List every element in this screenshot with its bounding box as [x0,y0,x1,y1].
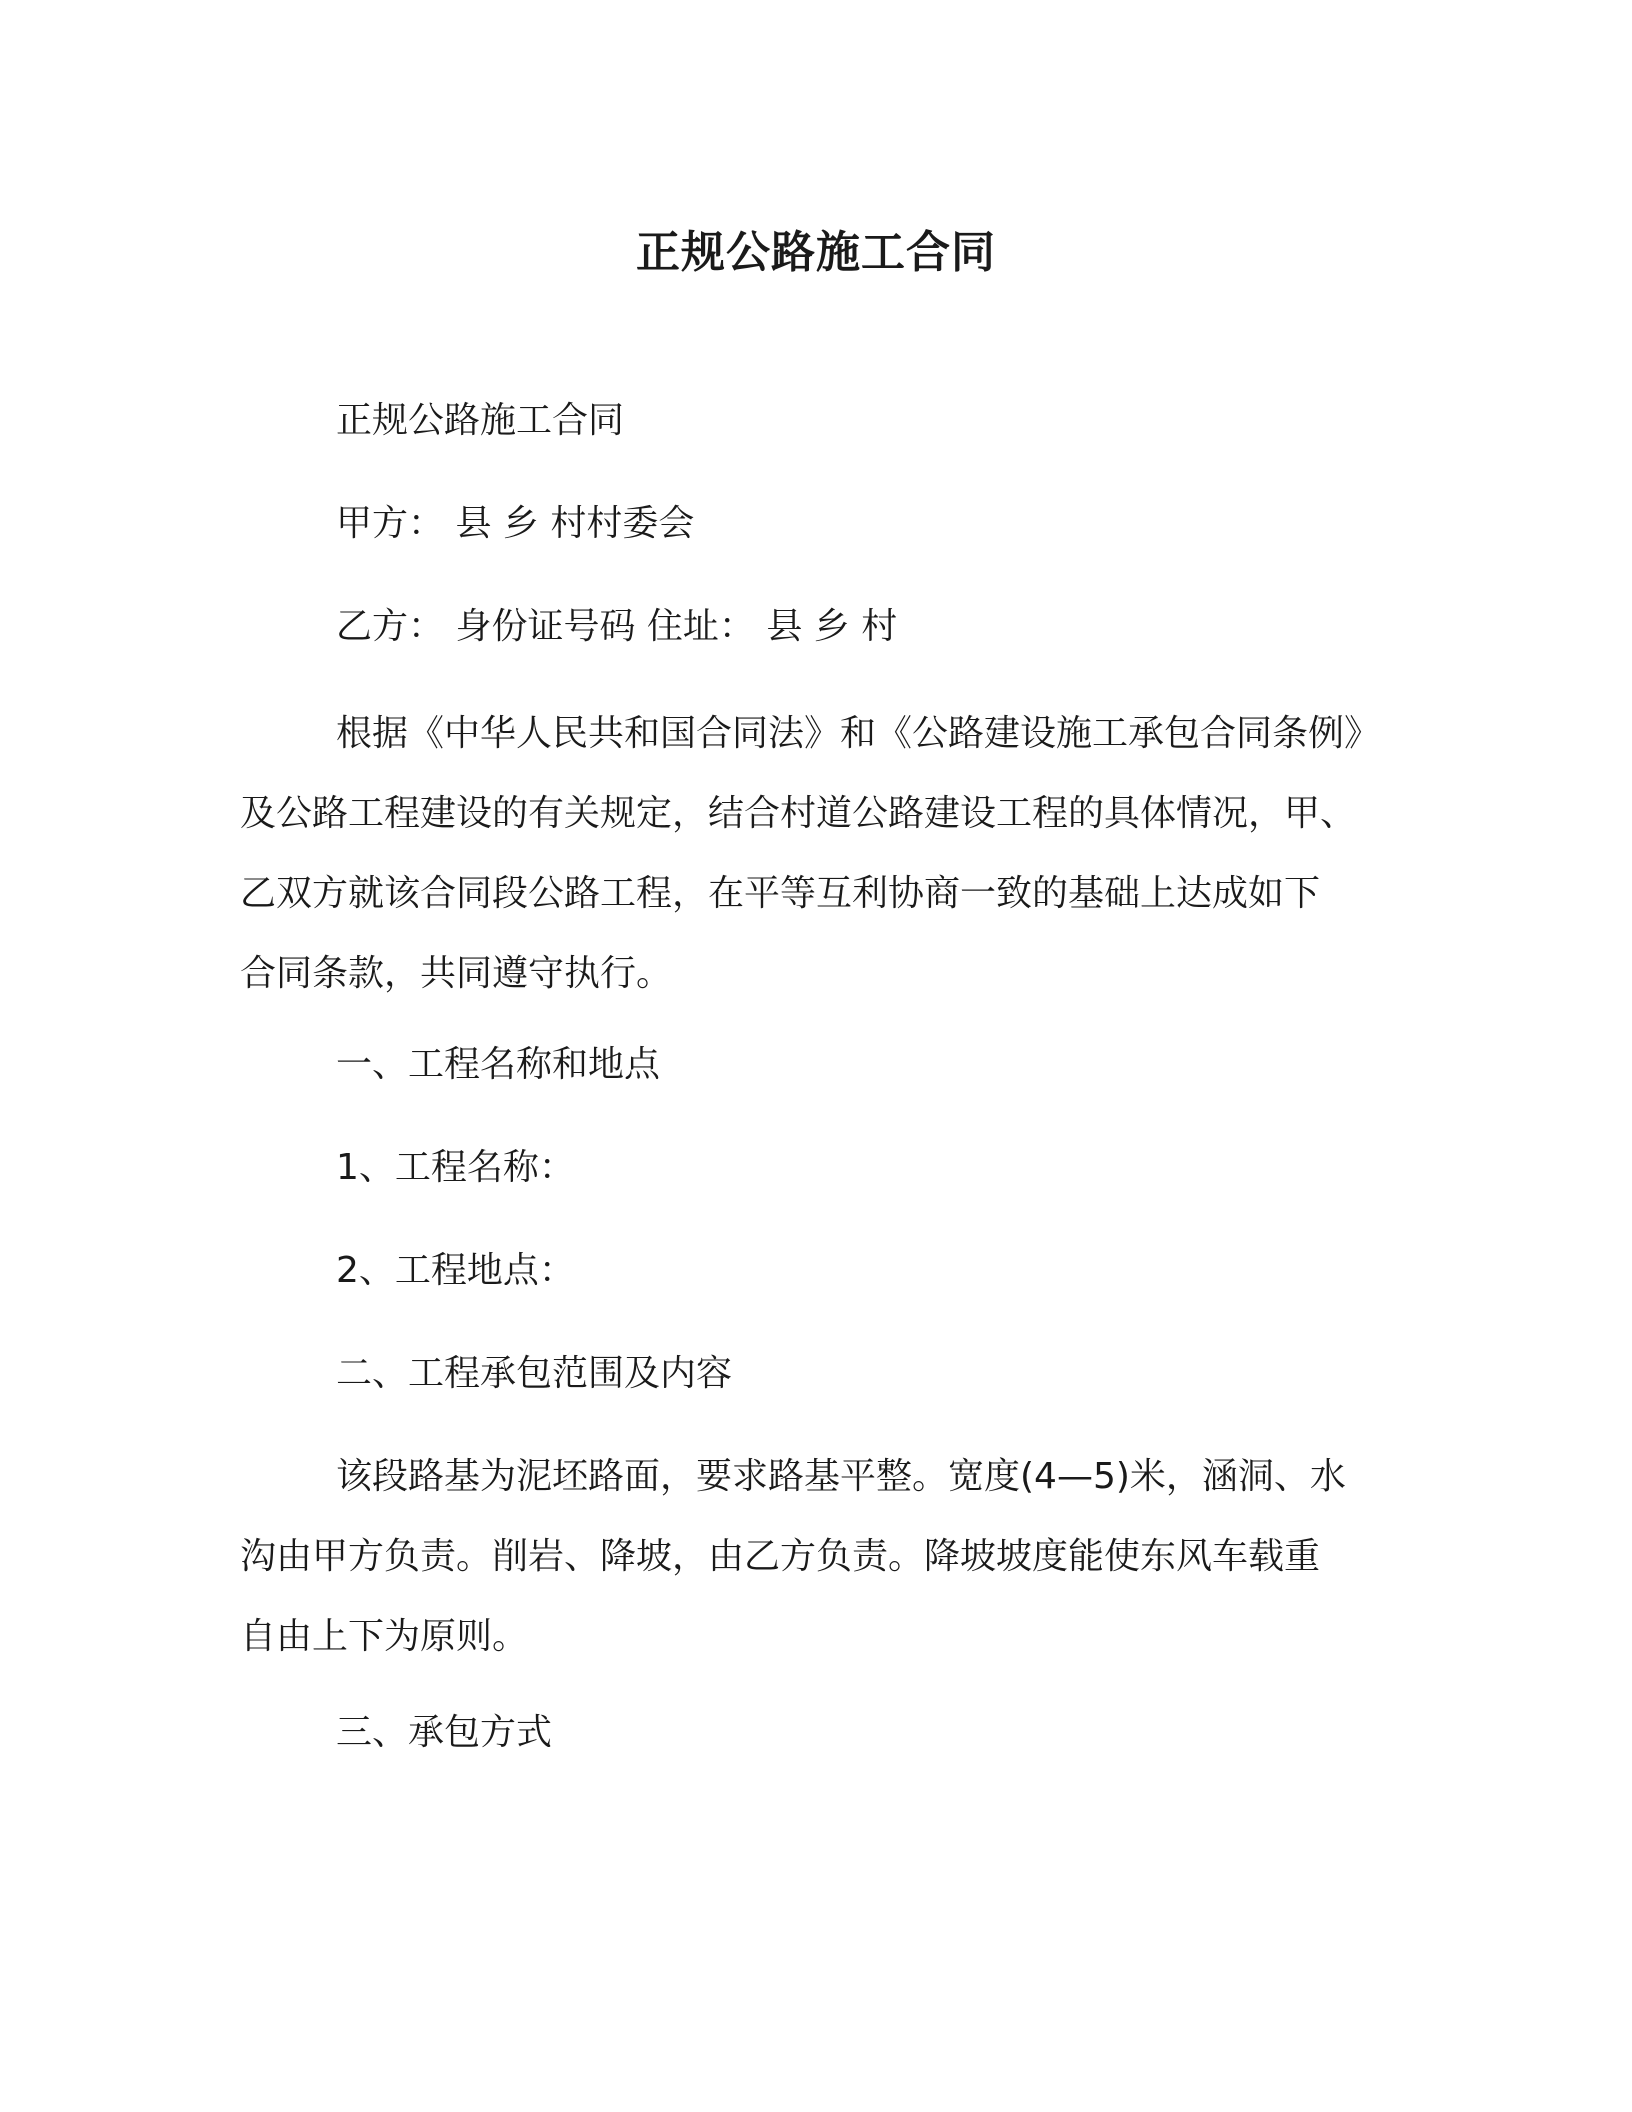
section-2-line: 自由上下为原则。 [240,1616,529,1657]
section-3-heading: 三、承包方式 [336,1712,553,1753]
section-1-heading: 一、工程名称和地点 [336,1044,661,1085]
document-subtitle: 正规公路施工合同 [336,400,625,441]
preamble-line: 及公路工程建设的有关规定，结合村道公路建设工程的具体情况，甲、 [240,793,1357,834]
document-title: 正规公路施工合同 [636,227,996,278]
project-location-item: 2、工程地点： [336,1250,575,1291]
project-name-item: 1、工程名称： [336,1147,575,1188]
party-b-line: 乙方： 身份证号码 住址： 县 乡 村 [336,606,898,647]
section-2-line: 该段路基为泥坯路面，要求路基平整。宽度(4—5)米，涵洞、水 [336,1456,1346,1497]
preamble-line: 根据《中华人民共和国合同法》和《公路建设施工承包合同条例》 [336,713,1381,754]
section-2-line: 沟由甲方负责。削岩、降坡，由乙方负责。降坡坡度能使东风车载重 [240,1536,1321,1577]
preamble-line: 乙双方就该合同段公路工程，在平等互利协商一致的基础上达成如下 [240,873,1321,914]
party-a-line: 甲方： 县 乡 村村委会 [336,503,695,544]
section-2-heading: 二、工程承包范围及内容 [336,1353,733,1394]
preamble-paragraph [240,694,1400,1014]
section-2-paragraph [240,1437,1400,1677]
preamble-line: 合同条款，共同遵守执行。 [240,953,673,994]
